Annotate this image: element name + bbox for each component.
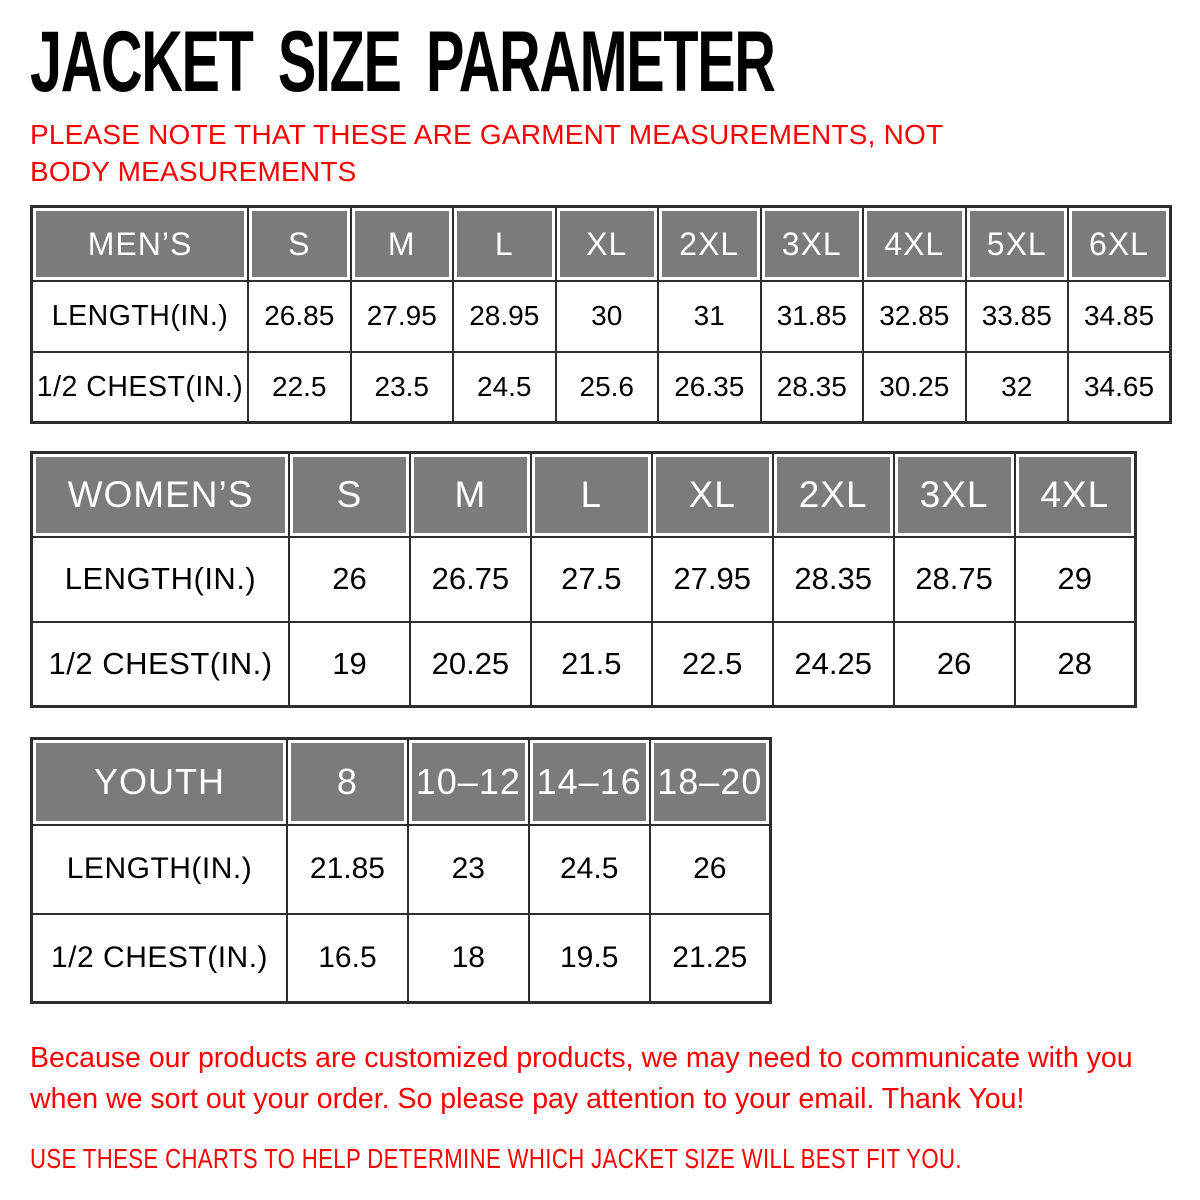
measurement-value-cell: 32 [966, 352, 1069, 423]
mens-size-table [30, 205, 1172, 424]
size-column-header: 3XL [761, 207, 864, 281]
size-header-row [32, 453, 1136, 537]
womens-size-table [30, 451, 1172, 708]
measurement-value-cell: 34.65 [1068, 352, 1171, 423]
measurement-value-cell: 19.5 [529, 914, 650, 1003]
measurement-value-cell: 26.85 [248, 281, 351, 352]
measurement-label-cell: LENGTH(IN.) [32, 281, 249, 352]
measurement-value-cell: 23 [408, 825, 529, 914]
measurement-value-cell: 27.5 [531, 537, 652, 622]
measurement-value-cell: 31 [658, 281, 761, 352]
group-label-cell: MEN’S [32, 207, 249, 281]
customization-notice: Because our products are customized products, we may need to communicate with you when we sort out your order. So please pay attention to your email. Thank You! [30, 1042, 1133, 1115]
size-column-header: 6XL [1068, 207, 1171, 281]
measurement-value-cell: 26.75 [410, 537, 531, 622]
size-column-header: 2XL [773, 453, 894, 537]
size-column-header: 4XL [1015, 453, 1136, 537]
measurement-value-cell: 26.35 [658, 352, 761, 423]
measurement-value-cell: 21.85 [287, 825, 408, 914]
measurement-value-cell: 27.95 [652, 537, 773, 622]
size-column-header: 5XL [966, 207, 1069, 281]
size-column-header: M [410, 453, 531, 537]
size-chart-content [0, 14, 1200, 1175]
chart-usage-note: USE THESE CHARTS TO HELP DETERMINE WHICH JACKET SIZE WILL BEST FIT YOU. [30, 1143, 962, 1175]
size-column-header: 4XL [863, 207, 966, 281]
measurement-value-cell: 28.35 [761, 352, 864, 423]
measurement-value-cell: 28.35 [773, 537, 894, 622]
measurement-label-cell: 1/2 CHEST(IN.) [32, 914, 288, 1003]
measurement-value-cell: 22.5 [652, 622, 773, 707]
measurement-value-cell: 25.6 [556, 352, 659, 423]
measurement-value-cell: 19 [289, 622, 410, 707]
measurement-value-cell: 26 [894, 622, 1015, 707]
measurement-value-cell: 24.5 [529, 825, 650, 914]
group-label-cell: YOUTH [32, 739, 288, 825]
measurement-value-cell: 30.25 [863, 352, 966, 423]
size-column-header: L [531, 453, 652, 537]
size-column-header: 14–16 [529, 739, 650, 825]
measurement-value-cell: 21.5 [531, 622, 652, 707]
measurement-value-cell: 31.85 [761, 281, 864, 352]
size-header-row [32, 207, 1171, 281]
measurement-value-cell: 23.5 [351, 352, 454, 423]
size-column-header: S [289, 453, 410, 537]
mens-size-table-grid [30, 205, 1172, 424]
measurement-value-cell: 22.5 [248, 352, 351, 423]
measurement-value-cell: 30 [556, 281, 659, 352]
group-label-cell: WOMEN’S [32, 453, 290, 537]
measurement-label-cell: LENGTH(IN.) [32, 537, 290, 622]
size-column-header: M [351, 207, 454, 281]
size-column-header: 10–12 [408, 739, 529, 825]
measurement-row [32, 825, 771, 914]
measurement-value-cell: 28 [1015, 622, 1136, 707]
measurement-value-cell: 32.85 [863, 281, 966, 352]
measurement-row [32, 537, 1136, 622]
measurement-value-cell: 21.25 [650, 914, 771, 1003]
measurement-value-cell: 29 [1015, 537, 1136, 622]
garment-measurement-note: PLEASE NOTE THAT THESE ARE GARMENT MEASUREMENTS, NOT BODY MEASUREMENTS [30, 119, 943, 188]
measurement-value-cell: 18 [408, 914, 529, 1003]
measurement-value-cell: 34.85 [1068, 281, 1171, 352]
measurement-label-cell: 1/2 CHEST(IN.) [32, 352, 249, 423]
size-column-header: 8 [287, 739, 408, 825]
size-column-header: XL [556, 207, 659, 281]
youth-size-table [30, 737, 1172, 1004]
measurement-value-cell: 24.25 [773, 622, 894, 707]
size-column-header: XL [652, 453, 773, 537]
measurement-label-cell: LENGTH(IN.) [32, 825, 288, 914]
measurement-row [32, 352, 1171, 423]
size-column-header: 3XL [894, 453, 1015, 537]
size-header-row [32, 739, 771, 825]
youth-size-table-grid [30, 737, 772, 1004]
measurement-value-cell: 28.95 [453, 281, 556, 352]
measurement-row [32, 281, 1171, 352]
size-column-header: 2XL [658, 207, 761, 281]
womens-size-table-grid [30, 451, 1137, 708]
measurement-value-cell: 26 [289, 537, 410, 622]
measurement-value-cell: 16.5 [287, 914, 408, 1003]
measurement-value-cell: 27.95 [351, 281, 454, 352]
measurement-value-cell: 26 [650, 825, 771, 914]
measurement-value-cell: 33.85 [966, 281, 1069, 352]
page-title: JACKET SIZE PARAMETER [30, 14, 775, 110]
measurement-value-cell: 24.5 [453, 352, 556, 423]
measurement-row [32, 622, 1136, 707]
size-column-header: L [453, 207, 556, 281]
size-column-header: S [248, 207, 351, 281]
measurement-value-cell: 28.75 [894, 537, 1015, 622]
size-column-header: 18–20 [650, 739, 771, 825]
measurement-row [32, 914, 771, 1003]
measurement-value-cell: 20.25 [410, 622, 531, 707]
measurement-label-cell: 1/2 CHEST(IN.) [32, 622, 290, 707]
